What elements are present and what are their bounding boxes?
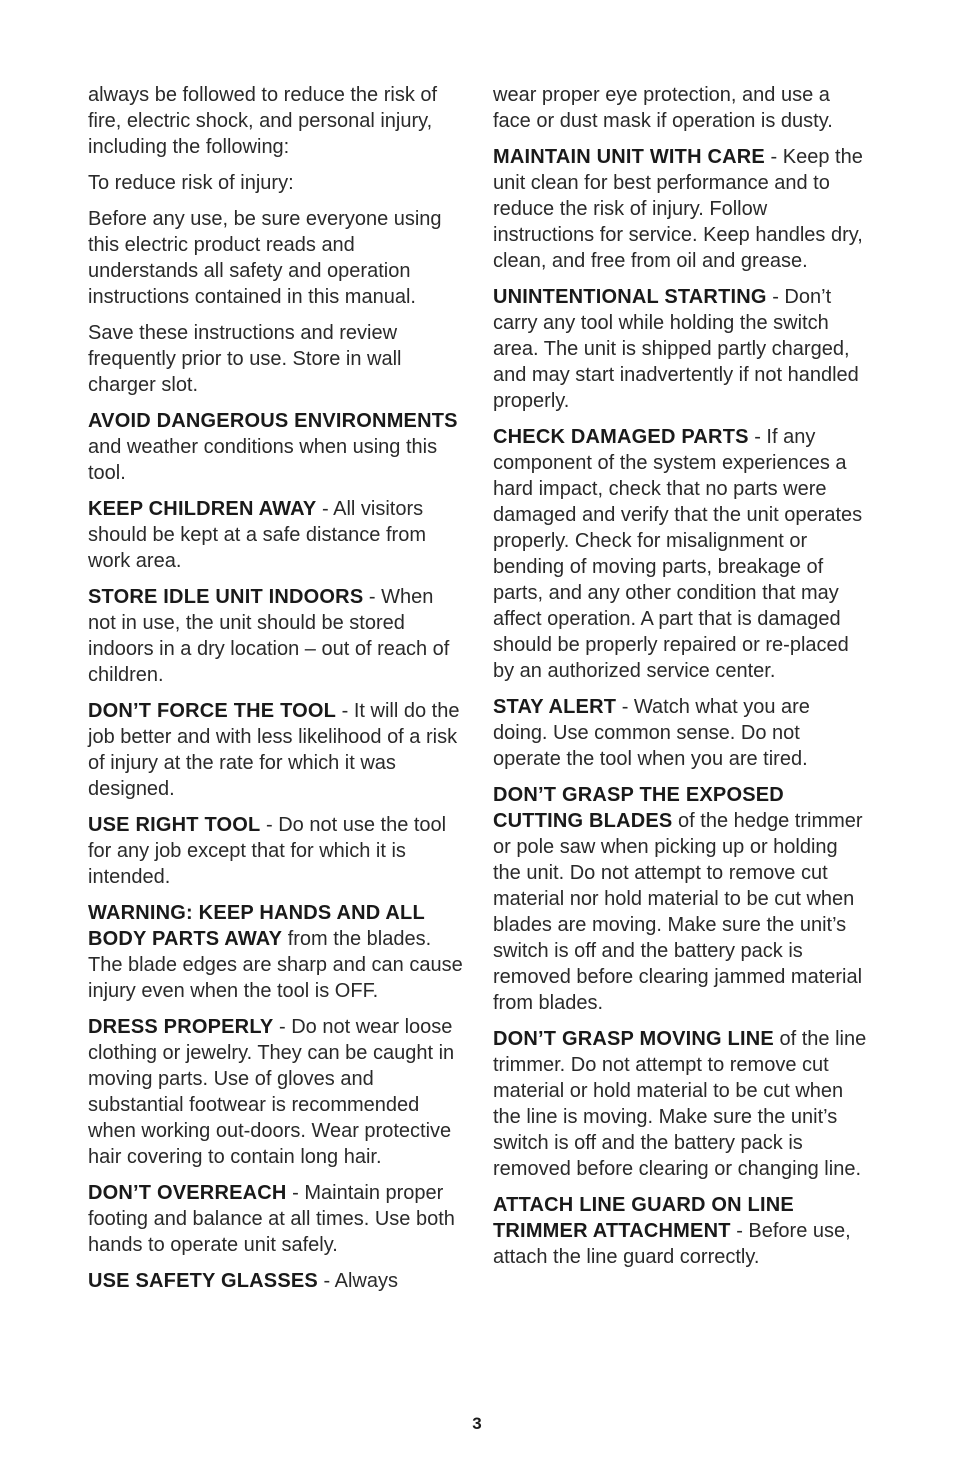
page-number: 3 xyxy=(472,1414,482,1433)
paragraph-heading: DON’T GRASP MOVING LINE xyxy=(493,1028,774,1050)
paragraph-body: - Keep the unit clean for best performance and to reduce the risk of injury. Follow instructions for service. Keep handles dry, clean, and free from oil and grease. xyxy=(493,146,863,272)
paragraph xyxy=(88,1014,466,1170)
right-column xyxy=(493,82,869,1280)
paragraph xyxy=(88,408,466,486)
paragraph-heading: USE SAFETY GLASSES xyxy=(88,1270,318,1292)
paragraph xyxy=(88,496,466,574)
paragraph-heading: DRESS PROPERLY xyxy=(88,1016,274,1038)
paragraph-heading: DON’T GRASP THE EXPOSED CUTTING BLADES xyxy=(493,784,784,832)
paragraph-body: and weather conditions when using this tool. xyxy=(88,436,438,484)
paragraph-body: - Don’t carry any tool while holding the switch area. The unit is shipped partly charged, and may start inadvertently if not handled properly. xyxy=(493,286,859,412)
paragraph-heading: DON’T OVERREACH xyxy=(88,1182,287,1204)
paragraph-heading: WARNING: KEEP HANDS AND ALL BODY PARTS AWAY xyxy=(88,902,425,950)
paragraph xyxy=(493,424,869,684)
paragraph-heading: STAY ALERT xyxy=(493,696,617,718)
paragraph-body: To reduce risk of injury: xyxy=(88,172,294,194)
paragraph xyxy=(88,206,466,310)
paragraph-body: - Before use, attach the line guard correctly. xyxy=(493,1220,851,1268)
paragraph-body: - When not in use, the unit should be stored indoors in a dry location – out of reach of children. xyxy=(88,586,450,686)
paragraph-heading: ATTACH LINE GUARD ON LINE TRIMMER ATTACHMENT xyxy=(493,1194,794,1242)
paragraph-body: - Do not wear loose clothing or jewelry. They can be caught in moving parts. Use of gloves and substantial footwear is recommended when working out-doors. Wear protective hair covering to contain long hair. xyxy=(88,1016,455,1168)
paragraph-body: - Do not use the tool for any job except that for which it is intended. xyxy=(88,814,447,888)
paragraph xyxy=(88,170,466,196)
paragraph-body: - If any component of the system experiences a hard impact, check that no parts were damaged and verify that the unit operates properly. Check for misalignment or bending of moving parts, breakage of parts, and any other condition that may affect operation. A part that is damaged should be properly repaired or re-placed by an authorized service center. xyxy=(493,426,863,682)
paragraph-heading: DON’T FORCE THE TOOL xyxy=(88,700,337,722)
paragraph-body: Before any use, be sure everyone using this electric product reads and understands all safety and operation instructions contained in this manual. xyxy=(88,208,442,308)
paragraph-body: wear proper eye protection, and use a face or dust mask if operation is dusty. xyxy=(493,84,833,132)
paragraph xyxy=(88,320,466,398)
paragraph-heading: AVOID DANGEROUS ENVIRONMENTS xyxy=(88,410,458,432)
paragraph xyxy=(493,782,869,1016)
paragraph-body: - Maintain proper footing and balance at all times. Use both hands to operate unit safely. xyxy=(88,1182,455,1256)
paragraph-body: of the line trimmer. Do not attempt to remove cut material or hold material to be cut when the line is moving. Make sure the unit’s switch is off and the battery pack is removed before clearing or changing line. xyxy=(493,1028,867,1180)
paragraph-body: - Watch what you are doing. Use common sense. Do not operate the tool when you are tired. xyxy=(493,696,810,770)
paragraph-body: from the blades. The blade edges are sharp and can cause injury even when the tool is OFF. xyxy=(88,928,463,1002)
paragraph-heading: CHECK DAMAGED PARTS xyxy=(493,426,749,448)
paragraph-heading: MAINTAIN UNIT WITH CARE xyxy=(493,146,765,168)
paragraph-body: - It will do the job better and with less likelihood of a risk of injury at the rate for which it was designed. xyxy=(88,700,460,800)
paragraph-body: - Always xyxy=(317,1270,398,1292)
paragraph xyxy=(493,694,869,772)
paragraph-body: always be followed to reduce the risk of fire, electric shock, and personal injury, including the following: xyxy=(88,84,438,158)
paragraph xyxy=(88,900,466,1004)
paragraph-heading: USE RIGHT TOOL xyxy=(88,814,261,836)
paragraph-body: of the hedge trimmer or pole saw when picking up or holding the unit. Do not attempt to remove cut material nor hold material to be cut when blades are moving. Make sure the unit’s switch is off and the battery pack is removed before clearing jammed material from blades. xyxy=(493,810,863,1014)
paragraph-heading: STORE IDLE UNIT INDOORS xyxy=(88,586,364,608)
paragraph xyxy=(88,812,466,890)
paragraph xyxy=(493,284,869,414)
paragraph xyxy=(493,1026,869,1182)
paragraph xyxy=(88,1180,466,1258)
paragraph-body: Save these instructions and review frequently prior to use. Store in wall charger slot. xyxy=(88,322,402,396)
paragraph xyxy=(493,1192,869,1270)
paragraph xyxy=(493,144,869,274)
paragraph xyxy=(88,698,466,802)
paragraph-heading: KEEP CHILDREN AWAY xyxy=(88,498,317,520)
left-column xyxy=(88,82,466,1304)
paragraph-body: - All visitors should be kept at a safe distance from work area. xyxy=(88,498,426,572)
paragraph xyxy=(493,82,869,134)
paragraph xyxy=(88,82,466,160)
paragraph-heading: UNINTENTIONAL STARTING xyxy=(493,286,767,308)
paragraph xyxy=(88,1268,466,1294)
paragraph xyxy=(88,584,466,688)
